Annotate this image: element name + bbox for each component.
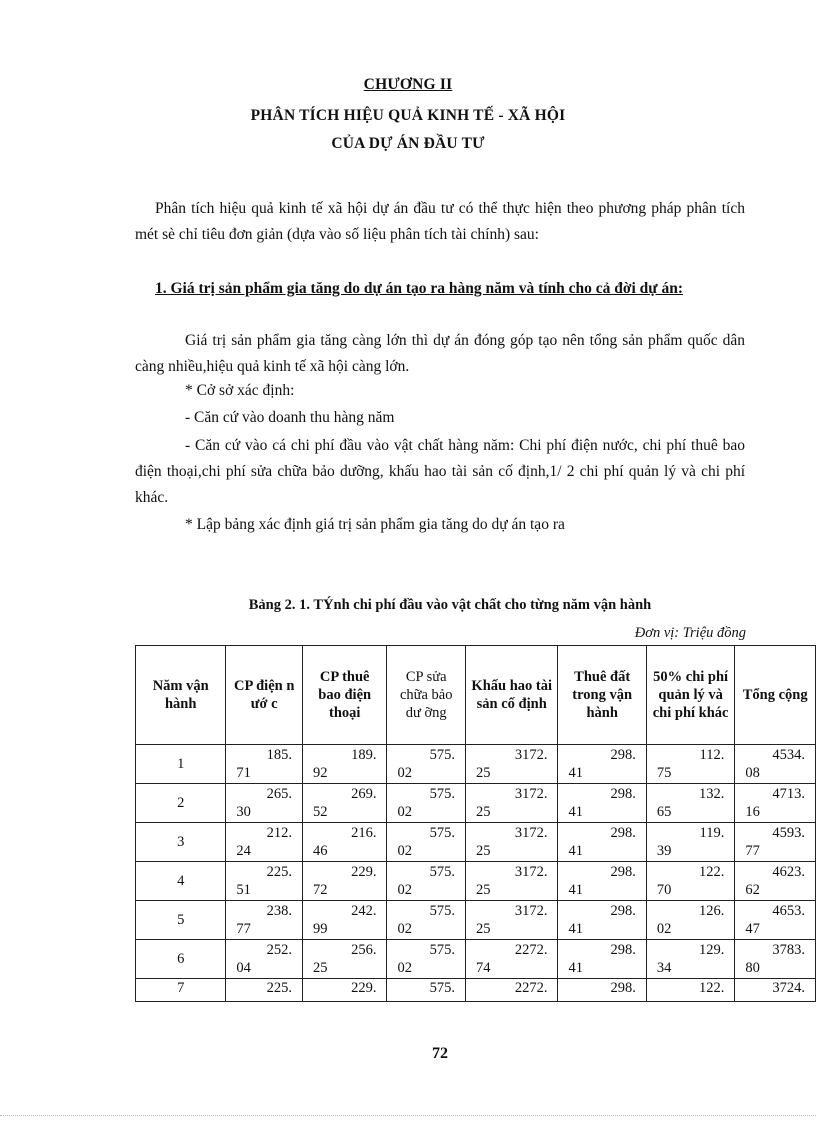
table-row (136, 979, 816, 1002)
cell-value-part1: 4713. (772, 786, 805, 802)
cell-value-part2: 80 (745, 960, 760, 976)
header-phone: CP thuê bao điện thoại (302, 646, 386, 745)
cell-value-part1: 265. (266, 786, 292, 802)
cell-value-part2: 51 (236, 882, 251, 898)
cell-value-part2: 41 (568, 960, 583, 976)
cell-value-part2: 02 (397, 804, 412, 820)
table-row (136, 901, 816, 940)
cell-value-part2: 47 (745, 921, 760, 937)
cell-value-part1: 4623. (772, 864, 805, 880)
table-cell (735, 823, 816, 862)
cell-value-part1: 229. (351, 864, 377, 880)
cell-value-part1: 575. (429, 903, 455, 919)
table-cell (558, 823, 646, 862)
basis-item-revenue: - Căn cứ vào doanh thu hàng năm (185, 409, 395, 426)
cell-value-part1: 238. (266, 903, 292, 919)
table-cell (646, 979, 734, 1002)
cell-value-part2: 71 (236, 765, 251, 781)
table-cell (558, 979, 646, 1002)
cell-value-part1: 298. (610, 942, 636, 958)
table-cell (735, 784, 816, 823)
header-electric-water: CP điện n ướ c (226, 646, 303, 745)
table-cell (226, 862, 303, 901)
cell-value-part1: 119. (699, 825, 725, 841)
cell-value-part1: 122. (698, 980, 725, 996)
table-cell (558, 784, 646, 823)
cell-year: 6 (136, 940, 226, 979)
table-cell (735, 901, 816, 940)
cell-year: 3 (136, 823, 226, 862)
table-cell (465, 823, 557, 862)
cell-value-part2: 41 (568, 765, 583, 781)
cell-value-part1: 575. (429, 825, 455, 841)
table-cell (735, 979, 816, 1002)
table-cell (558, 862, 646, 901)
cell-value-part2: 02 (656, 921, 672, 937)
table-cell (226, 979, 303, 1002)
cell-value-part1: 298. (610, 786, 636, 802)
cell-value-part2: 70 (656, 882, 672, 898)
cell-value-part2: 34 (656, 960, 672, 976)
header-total: Tổng cộng (735, 646, 816, 745)
cost-table (135, 645, 816, 1002)
table-cell (465, 745, 557, 784)
table-caption: Bảng 2. 1. TÝnh chi phí đầu vào vật chất cho từng năm vận hành (248, 597, 652, 613)
basis-item-costs: - Căn cứ vào cá chi phí đầu vào vật chất hàng năm: Chi phí điện nước, chi phí thuê bao điện thoại,chi phí sửa chữa bảo dưỡng, khấu hao tài sản cố định,1/ 2 chi phí quản lý và chi phí khác. (135, 437, 745, 506)
cell-value-part2: 25 (312, 960, 328, 976)
cell-value-part2: 25 (475, 921, 491, 937)
cell-value-part1: 298. (610, 903, 636, 919)
table-cell (302, 784, 386, 823)
cell-value-part1: 298. (610, 864, 636, 880)
cell-value-part2: 41 (568, 921, 583, 937)
cell-value-part1: 2272. (514, 980, 548, 996)
header-maintenance: CP sửa chữa bảo dư ỡng (387, 646, 466, 745)
table-cell (302, 940, 386, 979)
cell-value-part1: 3783. (772, 942, 805, 958)
cell-value-part2: 99 (312, 921, 328, 937)
header-land-rent: Thuê đất trong vận hành (558, 646, 646, 745)
cell-value-part2: 65 (656, 804, 672, 820)
cell-value-part2: 46 (312, 843, 328, 859)
table-cell (646, 784, 734, 823)
cell-value-part1: 575. (429, 747, 455, 763)
cell-value-part1: 298. (610, 747, 636, 763)
cell-value-part2: 62 (745, 882, 760, 898)
cell-value-part1: 3724. (772, 980, 805, 996)
cell-value-part2: 02 (397, 843, 412, 859)
cell-value-part1: 225. (266, 980, 292, 996)
table-cell (465, 901, 557, 940)
table-cell (558, 901, 646, 940)
cell-value-part1: 575. (429, 786, 455, 802)
table-cell (646, 940, 734, 979)
cell-value-part1: 129. (698, 942, 725, 958)
chapter-title-line1: PHÂN TÍCH HIỆU QUẢ KINH TẾ - XÃ HỘI (250, 107, 566, 124)
table-row (136, 745, 816, 784)
table-row (136, 784, 816, 823)
table-cell (558, 940, 646, 979)
table-cell (302, 862, 386, 901)
cell-value-part1: 298. (610, 980, 636, 996)
cell-value-part2: 25 (475, 882, 491, 898)
cell-value-part2: 04 (236, 960, 251, 976)
table-cell (465, 940, 557, 979)
cell-value-part2: 25 (475, 843, 491, 859)
table-header-row (136, 646, 816, 745)
cell-value-part2: 74 (475, 960, 491, 976)
table-cell (735, 862, 816, 901)
cell-value-part1: 3172. (514, 747, 548, 763)
cell-value-part2: 75 (656, 765, 672, 781)
cell-value-part1: 189. (351, 747, 377, 763)
footer-divider (0, 1115, 816, 1117)
table-cell (226, 940, 303, 979)
cell-value-part2: 02 (397, 921, 412, 937)
cell-value-part1: 112. (699, 747, 725, 763)
table-cell (226, 901, 303, 940)
table-cell (302, 745, 386, 784)
intro-paragraph: Phân tích hiệu quả kinh tế xã hội dự án đầu tư có thể thực hiện theo phương pháp phân tích mét sè chỉ tiêu đơn giản (dựa vào số liệu phân tích tài chính) sau: (135, 200, 745, 243)
cell-value-part2: 92 (312, 765, 328, 781)
basis-label: * Cở sở xác định: (185, 382, 295, 399)
cell-value-part1: 122. (698, 864, 725, 880)
cell-value-part2: 77 (236, 921, 251, 937)
table-cell (226, 745, 303, 784)
cell-value-part1: 252. (266, 942, 292, 958)
header-depreciation: Khấu hao tài sản cố định (465, 646, 557, 745)
cell-value-part2: 52 (312, 804, 328, 820)
table-cell (226, 784, 303, 823)
page-number: 72 (432, 1045, 448, 1062)
table-cell (558, 745, 646, 784)
table-cell (646, 901, 734, 940)
cell-value-part2: 77 (745, 843, 760, 859)
cell-value-part1: 4593. (772, 825, 805, 841)
table-cell (387, 979, 466, 1002)
cell-value-part2: 16 (745, 804, 760, 820)
cell-year: 1 (136, 745, 226, 784)
cell-value-part1: 3172. (514, 864, 548, 880)
table-cell (387, 823, 466, 862)
cell-value-part1: 4534. (772, 747, 805, 763)
cell-value-part2: 72 (312, 882, 328, 898)
table-cell (302, 979, 386, 1002)
cell-value-part2: 30 (236, 804, 251, 820)
table-cell (465, 979, 557, 1002)
table-row (136, 940, 816, 979)
table-cell (646, 862, 734, 901)
table-row (136, 862, 816, 901)
table-cell (646, 745, 734, 784)
cell-value-part1: 3172. (514, 903, 548, 919)
cell-value-part1: 229. (351, 980, 377, 996)
table-cell (387, 862, 466, 901)
cell-year: 7 (136, 979, 226, 1002)
cell-value-part2: 41 (568, 882, 583, 898)
cell-value-part1: 225. (266, 864, 292, 880)
cell-value-part2: 08 (745, 765, 760, 781)
table-cell (465, 862, 557, 901)
cell-value-part1: 2272. (514, 942, 548, 958)
cell-value-part1: 575. (429, 942, 455, 958)
cell-value-part1: 132. (698, 786, 725, 802)
table-cell (735, 745, 816, 784)
cell-value-part1: 126. (698, 903, 725, 919)
cell-value-part1: 3172. (514, 786, 548, 802)
cell-year: 5 (136, 901, 226, 940)
cell-value-part1: 242. (351, 903, 377, 919)
table-cell (387, 784, 466, 823)
section1-heading: 1. Giá trị sản phẩm gia tăng do dự án tạo ra hàng năm và tính cho cả đời dự án: (155, 280, 684, 297)
table-cell (302, 823, 386, 862)
cell-value-part1: 3172. (514, 825, 548, 841)
header-year: Năm vận hành (136, 646, 226, 745)
cell-value-part1: 575. (429, 980, 455, 996)
table-cell (646, 823, 734, 862)
cell-value-part1: 185. (266, 747, 292, 763)
cell-value-part2: 02 (397, 765, 412, 781)
cell-value-part2: 41 (568, 843, 583, 859)
table-unit: Đơn vị: Triệu đồng (634, 625, 746, 641)
cell-value-part1: 575. (429, 864, 455, 880)
table-cell (387, 745, 466, 784)
table-cell (226, 823, 303, 862)
chapter-heading: CHƯƠNG II (363, 76, 453, 93)
cell-value-part2: 25 (475, 804, 491, 820)
table-intro: * Lập bảng xác định giá trị sản phẩm gia tăng do dự án tạo ra (185, 516, 565, 533)
cell-value-part1: 298. (610, 825, 636, 841)
cell-value-part1: 4653. (772, 903, 805, 919)
cell-value-part1: 256. (351, 942, 377, 958)
cell-value-part2: 25 (475, 765, 491, 781)
section1-paragraph: Giá trị sản phẩm gia tăng càng lớn thì dự án đóng góp tạo nên tổng sản phẩm quốc dân càng nhiều,hiệu quả kinh tế xã hội càng lớn. (135, 332, 745, 375)
table-row (136, 823, 816, 862)
cell-value-part1: 212. (266, 825, 292, 841)
table-body (136, 745, 816, 1002)
table-cell (465, 784, 557, 823)
table-cell (387, 901, 466, 940)
cell-value-part1: 216. (351, 825, 377, 841)
table-cell (735, 940, 816, 979)
cell-value-part2: 39 (656, 843, 672, 859)
table-cell (302, 901, 386, 940)
header-management: 50% chi phí quản lý và chi phí khác (646, 646, 734, 745)
cell-value-part2: 02 (397, 960, 412, 976)
cell-value-part1: 269. (351, 786, 377, 802)
table-cell (387, 940, 466, 979)
cell-value-part2: 24 (236, 843, 251, 859)
cell-year: 4 (136, 862, 226, 901)
cell-value-part2: 02 (397, 882, 412, 898)
chapter-title-line2: CỦA DỰ ÁN ĐẦU TƯ (331, 135, 485, 152)
cell-year: 2 (136, 784, 226, 823)
cell-value-part2: 41 (568, 804, 583, 820)
